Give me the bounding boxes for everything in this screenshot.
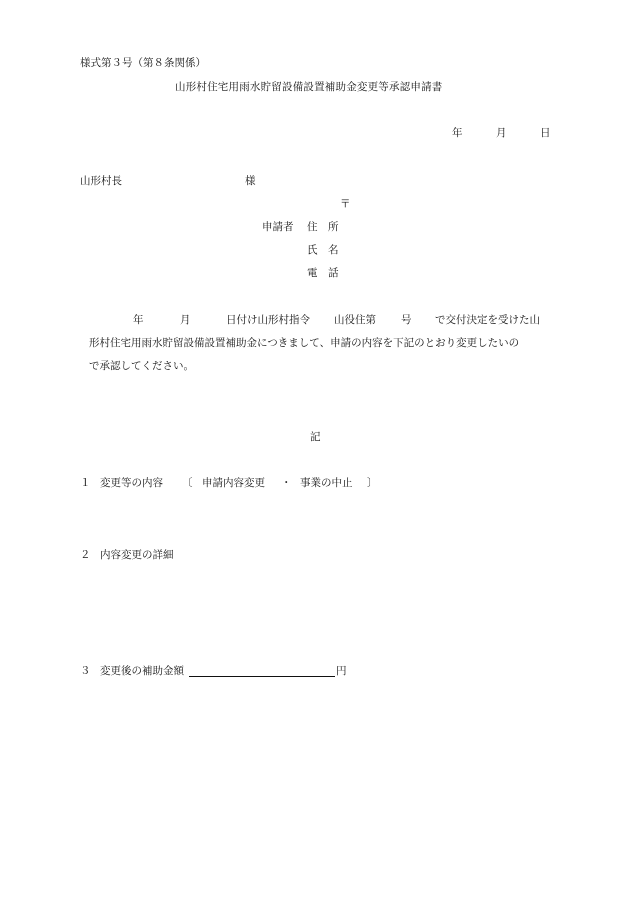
date-day-label: 日 bbox=[540, 127, 551, 139]
item-1-bracket-close: 〕 bbox=[367, 477, 378, 489]
body-prefix: 山役住第 bbox=[334, 314, 376, 326]
name-label: 氏 名 bbox=[307, 244, 339, 256]
date-year-label: 年 bbox=[452, 127, 463, 139]
option-project-cancel[interactable]: 事業の中止 bbox=[300, 477, 353, 489]
date-month-label: 月 bbox=[496, 127, 507, 139]
body-tail: で交付決定を受けた山 bbox=[435, 314, 540, 326]
body-year: 年 bbox=[133, 314, 144, 326]
item-2-number: ２ bbox=[80, 549, 91, 561]
form-number: 様式第３号（第８条関係） bbox=[80, 57, 206, 69]
option-separator: ・ bbox=[281, 477, 292, 489]
postal-mark: 〒 bbox=[340, 198, 351, 210]
address-label: 住 所 bbox=[307, 221, 339, 233]
applicant-label: 申請者 bbox=[262, 221, 294, 233]
ki-heading: 記 bbox=[310, 431, 321, 443]
body-dated: 日付け山形村指令 bbox=[226, 314, 310, 326]
option-application-change[interactable]: 申請内容変更 bbox=[202, 477, 265, 489]
body-line-3: で承認してください。 bbox=[89, 360, 194, 372]
amount-input-line[interactable] bbox=[189, 676, 335, 677]
body-number: 号 bbox=[401, 314, 412, 326]
item-3-label: 変更後の補助金額 bbox=[100, 665, 184, 677]
amount-unit: 円 bbox=[336, 665, 347, 677]
item-3-number: ３ bbox=[80, 665, 91, 677]
body-month: 月 bbox=[180, 314, 191, 326]
addressee-name: 山形村長 bbox=[80, 175, 122, 187]
document-title: 山形村住宅用雨水貯留設備設置補助金変更等承認申請書 bbox=[175, 81, 443, 93]
item-1-number: １ bbox=[80, 477, 91, 489]
item-2-label: 内容変更の詳細 bbox=[100, 549, 174, 561]
addressee-honorific: 様 bbox=[245, 175, 256, 187]
item-1-label: 変更等の内容 bbox=[100, 477, 163, 489]
phone-label: 電 話 bbox=[307, 267, 339, 279]
item-1-bracket-open: 〔 bbox=[182, 477, 193, 489]
body-line-2: 形村住宅用雨水貯留設備設置補助金につきまして、申請の内容を下記のとおり変更したいの bbox=[89, 337, 520, 349]
